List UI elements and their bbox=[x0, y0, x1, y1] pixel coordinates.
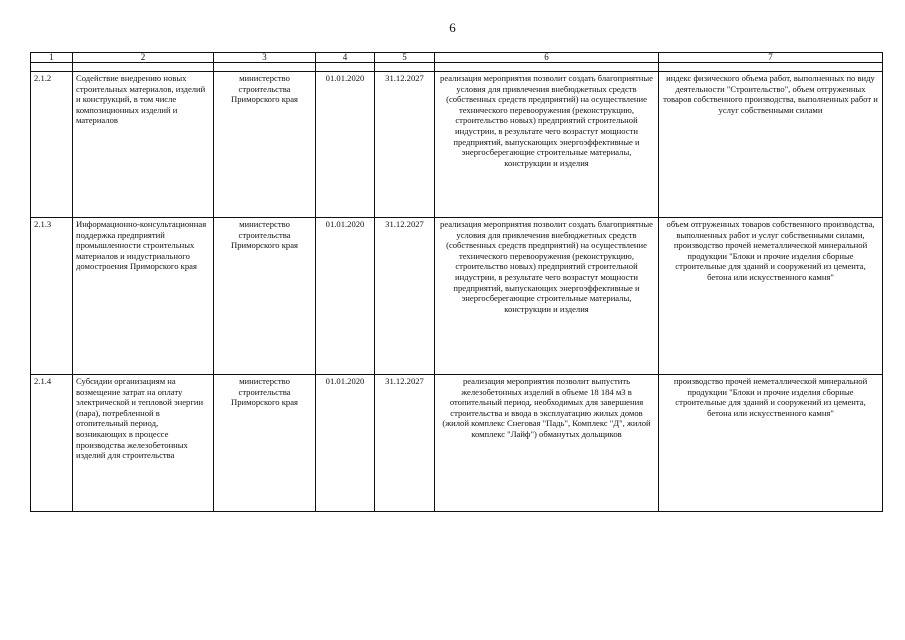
column-number-row bbox=[31, 53, 883, 63]
indicator: производство прочей неметаллической минеральной продукции "Блоки и прочие изделия сборные строительные для зданий и сооружений из цемента, бетона или искусственного камня" bbox=[659, 375, 883, 512]
indicator: индекс физического объема работ, выполненных по виду деятельности "Строительство", объем отгруженных товаров собственного производства, выполненных работ и услуг собственными силами bbox=[659, 72, 883, 218]
column-number: 1 bbox=[31, 53, 73, 63]
start-date: 01.01.2020 bbox=[316, 72, 375, 218]
column-number: 2 bbox=[73, 53, 214, 63]
program-measures-table bbox=[30, 52, 883, 512]
table-row bbox=[31, 218, 883, 375]
start-date: 01.01.2020 bbox=[316, 375, 375, 512]
end-date: 31.12.2027 bbox=[375, 72, 435, 218]
item-number: 2.1.3 bbox=[31, 218, 73, 375]
indicator: объем отгруженных товаров собственного производства, выполненных работ и услуг собственными силами, производство прочей неметаллической минеральной продукции "Блоки и прочие изделия сборные строительные для зданий и сооружений из цемента, бетона или искусственного камня" bbox=[659, 218, 883, 375]
column-number: 5 bbox=[375, 53, 435, 63]
spacer-row bbox=[31, 63, 883, 72]
end-date: 31.12.2027 bbox=[375, 375, 435, 512]
expected-result: реализация мероприятия позволит выпустить железобетонных изделий в объеме 18 184 м3 в отопительный период, необходимых для завершения строительства и ввода в эксплуатацию жилых домов (жилой комплекс Снеговая "Падь", Комплекс "Д", жилой комплекс "Лайф") обманутых дольщиков bbox=[435, 375, 659, 512]
start-date: 01.01.2020 bbox=[316, 218, 375, 375]
expected-result: реализация мероприятия позволит создать благоприятные условия для привлечения внебюджетных средств (собственных средств предприятий) на осуществление технического перевооружения (реконструкцию, строительство новых) предприятий строительной индустрии, в результате чего возрастут мощности предприятий, выпускающих энергоэффективные и энергосберегающие строительные материалы, конструкции и изделия bbox=[435, 72, 659, 218]
column-number: 7 bbox=[659, 53, 883, 63]
page-number: 6 bbox=[449, 20, 456, 35]
expected-result: реализация мероприятия позволит создать благоприятные условия для привлечения внебюджетных средств (собственных средств предприятий) на осуществление технического перевооружения (реконструкцию, строительство новых) предприятий строительной индустрии, в результате чего возрастут мощности предприятий, выпускающих энергоэффективные и энергосберегающие строительные материалы, конструкции и изделия bbox=[435, 218, 659, 375]
column-number: 6 bbox=[435, 53, 659, 63]
item-number: 2.1.4 bbox=[31, 375, 73, 512]
executor: министерство строительства Приморского края bbox=[214, 218, 316, 375]
measure-name: Содействие внедрению новых строительных материалов, изделий и конструкций, в том числе композиционных изделий и материалов bbox=[73, 72, 214, 218]
table-row bbox=[31, 375, 883, 512]
measure-name: Информационно-консультационная поддержка предприятий промышленности строительных материалов и индустриального домостроения Приморского края bbox=[73, 218, 214, 375]
item-number: 2.1.2 bbox=[31, 72, 73, 218]
measure-name: Субсидии организациям на возмещение затрат на оплату электрической и тепловой энергии (пара), потребленной в отопительный период, возникающих в процессе производства железобетонных изделий для строительства bbox=[73, 375, 214, 512]
executor: министерство строительства Приморского края bbox=[214, 375, 316, 512]
column-number: 4 bbox=[316, 53, 375, 63]
executor: министерство строительства Приморского края bbox=[214, 72, 316, 218]
column-number: 3 bbox=[214, 53, 316, 63]
end-date: 31.12.2027 bbox=[375, 218, 435, 375]
table-row bbox=[31, 72, 883, 218]
